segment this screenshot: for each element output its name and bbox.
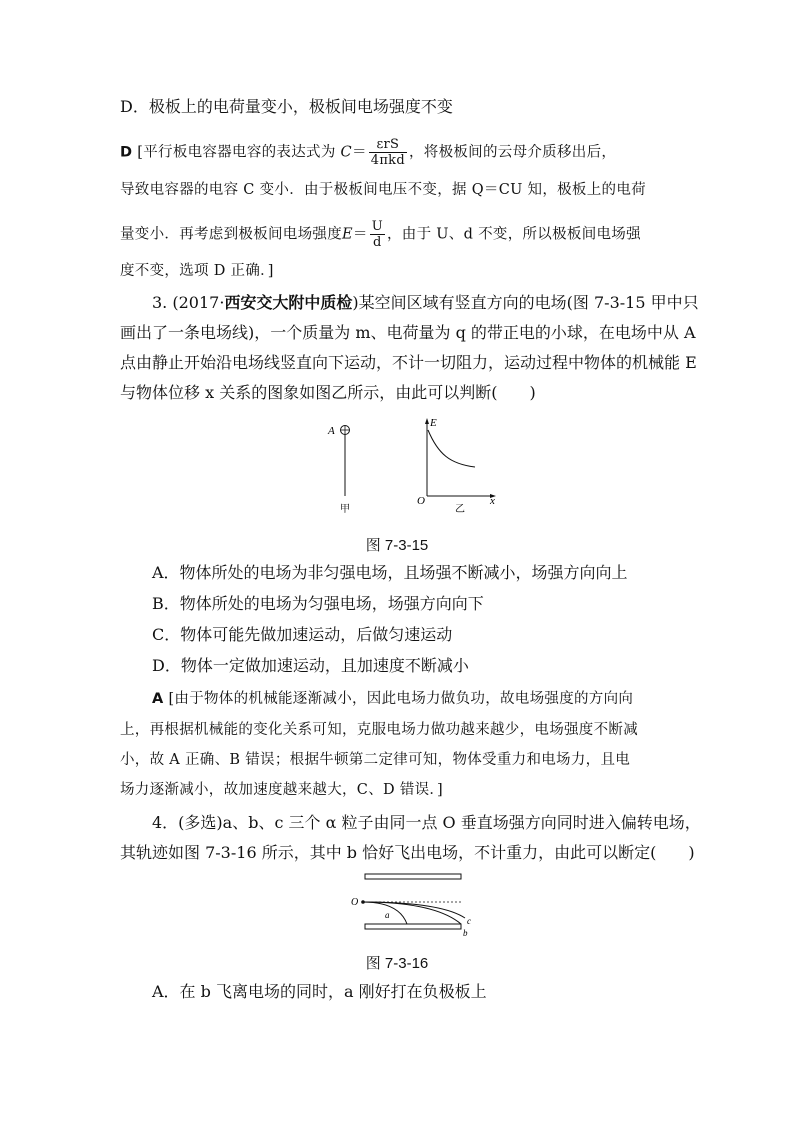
q2-answer-letter: D [120, 144, 133, 161]
q3-source: 西安交大附中质检 [224, 293, 353, 312]
q3-stem-line-2: 画出了一条电场线)，一个质量为 m、电荷量为 q 的带正电的小球，在电场中从 A [120, 323, 696, 342]
label-c: c [467, 916, 471, 926]
q3-explanation-line-1 [152, 688, 712, 710]
label-e: E [430, 417, 437, 429]
figure-7-3-15 [320, 412, 510, 522]
q2-option-d: D．极板上的电荷量变小，极板间电场强度不变 [120, 97, 453, 116]
q3-option-a: A．物体所处的电场为非匀强电场，且场强不断减小，场强方向向上 [152, 563, 628, 582]
q3-explanation-line-2: 上，再根据机械能的变化关系可知，克服电场力做功越来越少，电场强度不断减 [120, 722, 638, 738]
trajectory-b [363, 902, 461, 924]
arrow-up-icon [425, 418, 429, 424]
trajectory-c [363, 902, 465, 918]
q3-option-b: B．物体所处的电场为匀强电场，场强方向向下 [152, 594, 484, 613]
label-b: b [463, 928, 468, 938]
q3-expl-text: [由于物体的机械能逐渐减小，因此电场力做负功，故电场强度的方向向 [168, 691, 634, 707]
q4-option-a: A．在 b 飞离电场的同时，a 刚好打在负极板上 [152, 982, 487, 1001]
q3-option-d: D．物体一定做加速运动，且加速度不断减小 [152, 656, 469, 675]
label-x: x [490, 495, 495, 507]
frac-denominator: 4πkd [370, 153, 405, 168]
positive-plate [365, 874, 461, 879]
q2-expl-text: ，由于 U、d 不变，所以极板间电场强 [386, 226, 641, 243]
label-jia: 甲 [340, 504, 350, 515]
q2-explanation-line-4: 度不变，选项 D 正确．] [120, 263, 274, 279]
q4-stem-line-1: 4．(多选)a、b、c 三个 α 粒子由同一点 O 垂直场强方向同时进入偏转电场， [152, 813, 701, 832]
q3-answer-letter: A [152, 691, 164, 707]
frac-numerator: εrS [369, 137, 407, 153]
q2-explanation-line-1: D [平行板电容器电容的表达式为 C＝ $\frac{\text{εrS}}{\text{4πkd}}$ ，将极板间的云母介质移出后， [120, 137, 617, 168]
energy-curve [428, 430, 475, 467]
label-a: a [385, 910, 390, 920]
label-yi: 乙 [455, 504, 465, 515]
q3-stem-line-3: 点由静止开始沿电场线竖直向下运动，不计一切阻力，运动过程中物体的机械能 E [120, 353, 697, 372]
frac-numerator: U [371, 219, 383, 234]
label-o: O [417, 495, 425, 507]
q2-expl-text: ，将极板间的云母介质移出后， [408, 144, 617, 161]
q2-field-symbol: E [342, 226, 353, 243]
q3-option-c: C．物体可能先做加速运动，后做匀速运动 [152, 625, 453, 644]
label-a: A [328, 425, 335, 437]
q2-expl-text: [平行板电容器电容的表达式为 [137, 144, 336, 161]
negative-plate [365, 924, 461, 929]
figure-7-3-16-caption: 图 7-3-16 [365, 955, 429, 972]
q3-stem-text: 3. (2017· [152, 293, 225, 312]
figure-jia-field-line [327, 425, 350, 515]
q3-stem-line-1 [152, 292, 712, 314]
q3-explanation-line-4: 场力逐渐减小，故加速度越来越大，C、D 错误．] [120, 782, 443, 798]
q2-explanation-line-3: 量变小．再考虑到极板间电场强度E＝ $\frac{U}{d}$ ，由于 U、d 不变，所以极板间电场强 [120, 219, 641, 250]
q3-stem-text: )某空间区域有竖直方向的电场(图 7-3-15 甲中只 [352, 293, 699, 312]
q2-capacitance-symbol: C [340, 144, 352, 161]
q3-stem-line-4: 与物体位移 x 关系的图象如图乙所示，由此可以判断( ) [120, 383, 536, 402]
frac-denominator: d [373, 235, 382, 250]
q3-explanation-line-3: 小，故 A 正确、B 错误；根据牛顿第二定律可知，物体受重力和电场力，且电 [120, 752, 631, 768]
figure-7-3-15-caption: 图 7-3-15 [365, 537, 429, 554]
q2-capacitance-fraction [369, 137, 407, 168]
label-o: O [351, 897, 359, 908]
q4-stem-line-2: 其轨迹如图 7-3-16 所示，其中 b 恰好飞出电场，不计重力，由此可以断定( ) [120, 843, 695, 862]
q2-field-fraction [370, 219, 385, 250]
q2-explanation-line-2: 导致电容器的电容 C 变小．由于极板间电压不变，据 Q＝CU 知，极板上的电荷 [120, 182, 646, 198]
figure-yi-energy-graph [417, 417, 496, 515]
q2-expl-text: 量变小．再考虑到极板间电场强度 [120, 226, 342, 243]
figure-7-3-16 [345, 868, 475, 940]
